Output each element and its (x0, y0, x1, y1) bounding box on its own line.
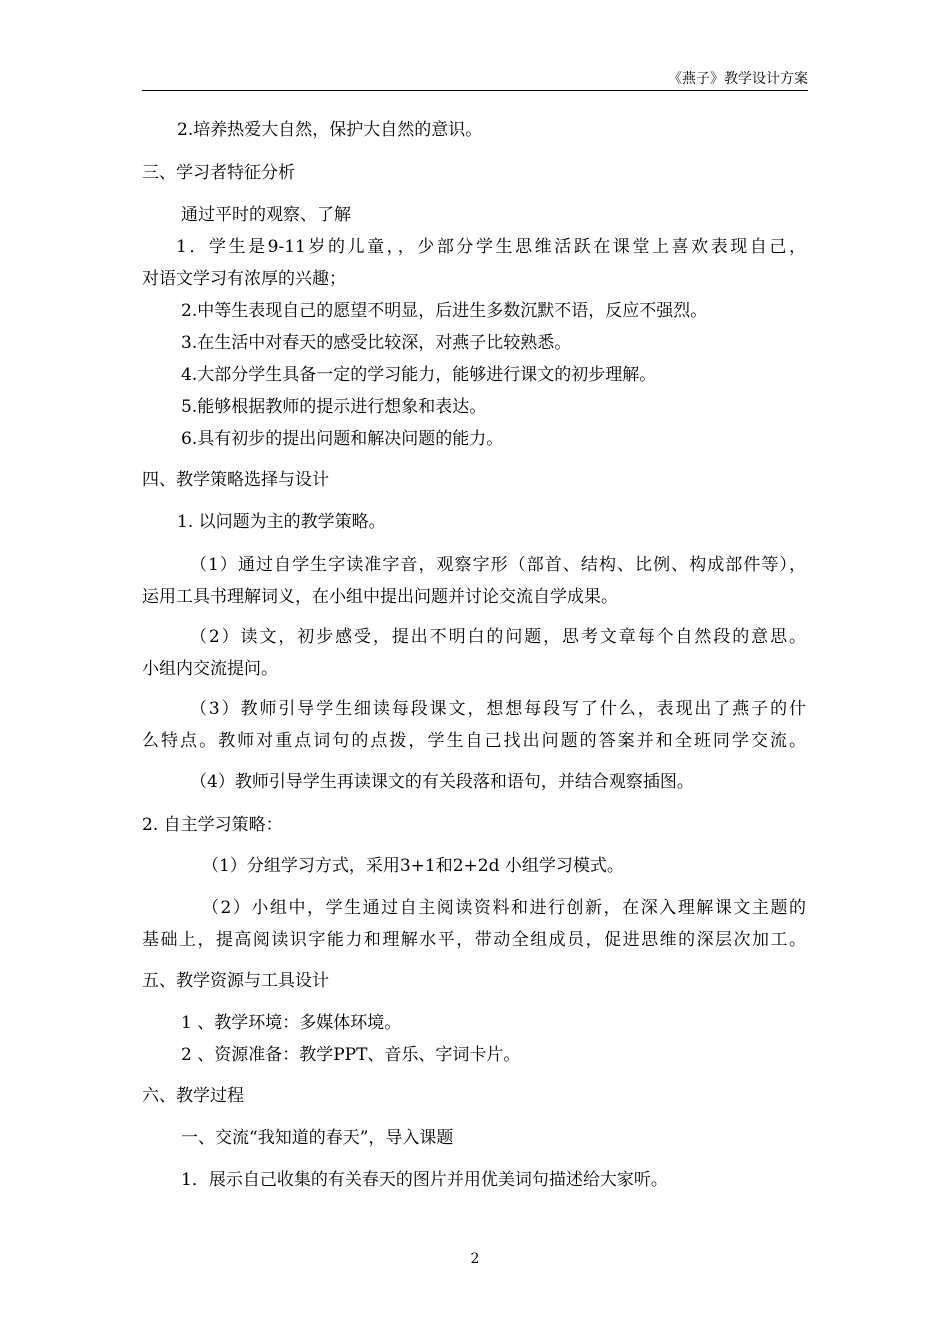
text-line: 1．学生是9-11岁的儿童，，少部分学生思维活跃在课堂上喜欢表现自己， (176, 237, 806, 257)
text-line: 2.中等生表现自己的愿望不明显，后进生多数沉默不语，反应不强烈。 (181, 301, 708, 321)
text-line: 基础上，提高阅读识字能力和理解水平，带动全组成员，促进思维的深层次加工。 (142, 930, 806, 950)
text-line: 1. 以问题为主的教学策略。 (177, 512, 386, 532)
section-heading: 五、教学资源与工具设计 (142, 971, 329, 991)
text-line: （1）通过自学生字读准字音，观察字形（部首、结构、比例、构成部件等）， (190, 555, 806, 575)
text-line: 1．展示自己收集的有关春天的图片并用优美词句描述给大家听。 (181, 1170, 668, 1190)
text-line: 4.大部分学生具备一定的学习能力，能够进行课文的初步理解。 (181, 365, 657, 385)
text-line: 小组内交流提问。 (142, 659, 278, 679)
text-line: 1 、教学环境：多媒体环境。 (181, 1013, 402, 1033)
text-line: 2.培养热爱大自然，保护大自然的意识。 (177, 120, 483, 140)
page-number: 2 (470, 1251, 480, 1267)
text-line: 6.具有初步的提出问题和解决问题的能力。 (181, 429, 504, 449)
running-header: 《燕子》教学设计方案 (668, 71, 808, 87)
section-heading: 四、教学策略选择与设计 (142, 470, 329, 490)
section-heading: 六、教学过程 (142, 1086, 244, 1106)
text-line: （2）小组中，学生通过自主阅读资料和进行创新，在深入理解课文主题的 (202, 898, 806, 918)
section-heading: 三、学习者特征分析 (142, 163, 295, 183)
text-line: 3.在生活中对春天的感受比较深，对燕子比较熟悉。 (181, 333, 572, 353)
text-line: 5.能够根据教师的提示进行想象和表达。 (181, 397, 487, 417)
header-rule (142, 90, 808, 91)
text-line: 运用工具书理解词义，在小组中提出问题并讨论交流自学成果。 (142, 587, 618, 607)
text-line: 一、交流“我知道的春天”，导入课题 (181, 1128, 454, 1148)
text-line: （4）教师引导学生再读课文的有关段落和语句，并结合观察插图。 (190, 772, 694, 792)
text-line: （1）分组学习方式，采用3+1和2+2d 小组学习模式。 (202, 856, 624, 876)
text-line: 对语文学习有浓厚的兴趣； (142, 269, 346, 289)
text-line: 2 、资源准备：教学PPT、音乐、字词卡片。 (181, 1045, 521, 1065)
text-line: 么特点。教师对重点词句的点拨，学生自己找出问题的答案并和全班同学交流。 (142, 731, 806, 751)
text-line: （2）读文，初步感受，提出不明白的问题，思考文章每个自然段的意思。 (190, 627, 806, 647)
text-line: （3）教师引导学生细读每段课文，想想每段写了什么，表现出了燕子的什 (190, 699, 806, 719)
text-line: 通过平时的观察、了解 (181, 205, 351, 225)
section-heading: 2. 自主学习策略： (142, 815, 283, 835)
